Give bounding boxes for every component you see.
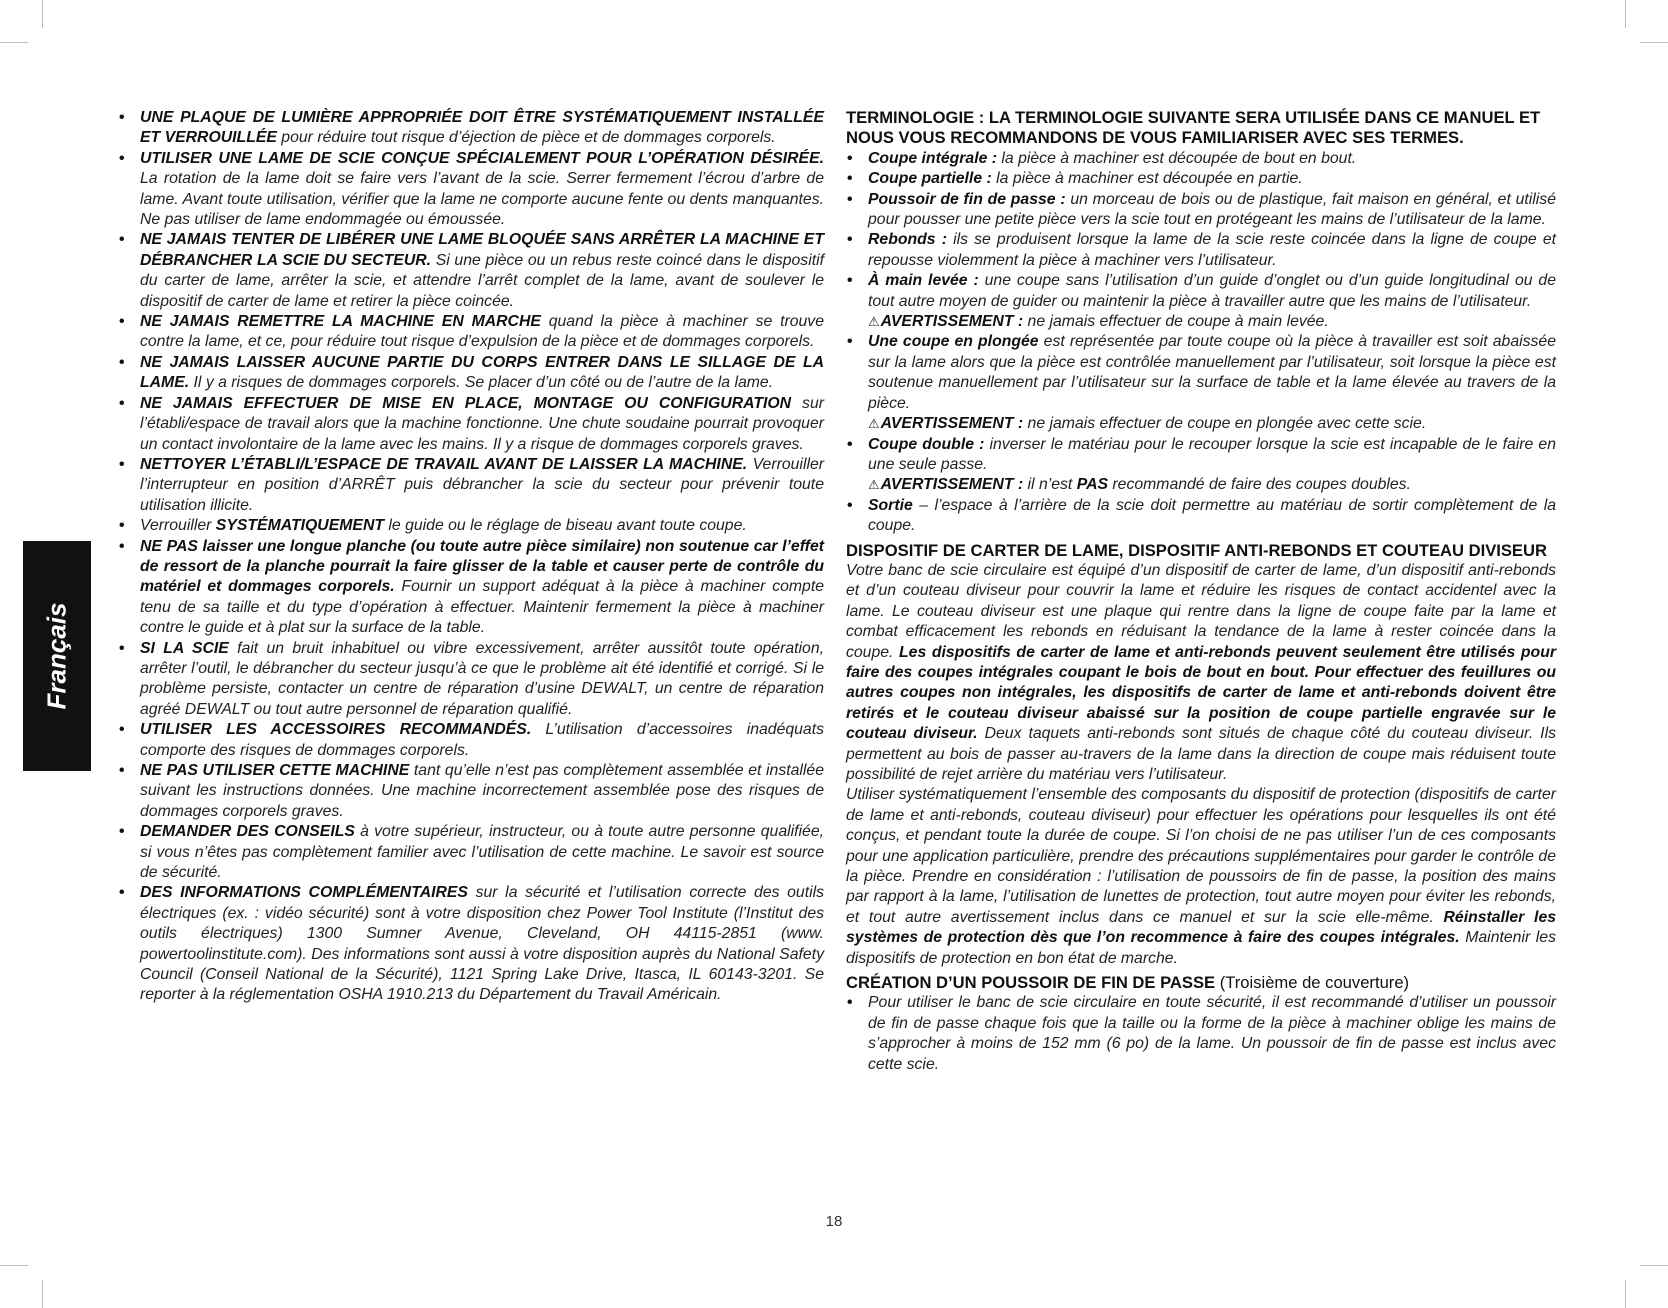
list-item: • Poussoir de fin de passe : un morceau de bois ou de plastique, fait maison en général, et utilisé pour pousser une petite pièce vers la scie tout en protégeant les mains de l’utilisateur de la lame. bbox=[846, 190, 1556, 231]
guard-paragraph-2: Utiliser systématiquement l’ensemble des composants du dispositif de protection (dispositifs de carter de lame et anti-rebonds, couteau diviseur) pour effectuer les opérations pour lesquelles ils ont été conçus, et pendant toute la durée de coupe. Si l’on choisi de ne pas utiliser l’un de ces composants pour une application particulière, prendre des précautions supplémentaires pour garder le contrôle de la pièce. Prendre en considération : l’utilisation de poussoirs de fin de passe, la position des mains par rapport à la lame, l’utilisation de lunettes de protection, tout autre moyen pour éviter les rebonds, et tout autre avertissement inclus dans ce manuel et sur la scie elle-même. Réinstaller les systèmes de protection dès que l’on recommence à faire des coupes intégrales. Maintenir les dispositifs de protection en bon état de marche. bbox=[846, 786, 1557, 967]
language-tab bbox=[23, 541, 91, 771]
warning-triangle-icon: ⚠ bbox=[868, 416, 880, 432]
list-item: • NE JAMAIS REMETTRE LA MACHINE EN MARCHE quand la pièce à machiner se trouve contre la lame, et ce, pour réduire tout risque d’expulsion de la pièce et de dommages corporels. bbox=[118, 312, 824, 353]
list-item: • Une coupe en plongée est représentée par toute coupe où la pièce à travailler est soit abaissée sur la lame alors que la pièce est contrôlée manuellement par l’utilisateur, soit lorsque la pièce est soutenue manuellement par l’utilisateur sur la surface de table et la lame élevée au travers de la pièce. ⚠AVERTISSEMENT : ne jamais effectuer de coupe en plongée avec cette scie. bbox=[846, 332, 1556, 434]
list-item: • UTILISER UNE LAME DE SCIE CONÇUE SPÉCIALEMENT POUR L’OPÉRATION DÉSIRÉE. La rotation de la lame doit se faire vers l’avant de la scie. Serrer fermement l’écrou d’arbre de lame. Avant toute utilisation, vérifier que la lame ne comporte aucune fente ou dents manquantes. Ne pas utiliser de lame endommagée ou émoussée. bbox=[118, 149, 824, 231]
list-item: • Coupe double : inverser le matériau pour le recouper lorsque la scie est incapable de le faire en une seule passe. ⚠AVERTISSEMENT : il n’est PAS recommandé de faire des coupes doubles. bbox=[846, 435, 1556, 496]
crop-mark bbox=[42, 1280, 43, 1308]
list-item: • NE JAMAIS EFFECTUER DE MISE EN PLACE, MONTAGE OU CONFIGURATION sur l’établi/espace de travail alors que la machine fonctionne. Une chute soudaine pourrait provoquer un contact involontaire de la lame avec les mains. Il y a risque de dommages corporels graves. bbox=[118, 394, 824, 455]
list-item: • Coupe intégrale : la pièce à machiner est découpée de bout en bout. bbox=[846, 149, 1556, 169]
right-column bbox=[846, 108, 1556, 1075]
crop-mark bbox=[1625, 1280, 1626, 1308]
warning-triangle-icon: ⚠ bbox=[868, 477, 880, 493]
crop-mark bbox=[1640, 1265, 1668, 1266]
language-tab-label: Français bbox=[41, 602, 72, 710]
list-item: • UTILISER LES ACCESSOIRES RECOMMANDÉS. L’utilisation d’accessoires inadéquats comporte des risques de dommages corporels. bbox=[118, 720, 824, 761]
warning-line: ⚠AVERTISSEMENT : il n’est PAS recommandé de faire des coupes doubles. bbox=[868, 476, 1411, 494]
terminology-list bbox=[846, 149, 1556, 537]
guard-heading: DISPOSITIF DE CARTER DE LAME, DISPOSITIF ANTI-REBONDS ET COUTEAU DIVISEUR bbox=[846, 540, 1547, 560]
warning-triangle-icon: ⚠ bbox=[868, 314, 880, 330]
list-item: • NE PAS UTILISER CETTE MACHINE tant qu’elle n’est pas complètement assemblée et installée suivant les instructions données. Une machine incorrectement assemblée pose des risques de dommages corporels graves. bbox=[118, 761, 824, 822]
list-item: • Coupe partielle : la pièce à machiner est découpée en partie. bbox=[846, 169, 1556, 189]
crop-mark bbox=[42, 0, 43, 28]
push-stick-list bbox=[846, 993, 1556, 1075]
list-item: • DEMANDER DES CONSEILS à votre supérieur, instructeur, ou à toute autre personne qualifiée, si vous n’êtes pas complètement familier avec l’utilisation de cette machine. Le savoir est source de sécurité. bbox=[118, 822, 824, 883]
list-item: • SI LA SCIE fait un bruit inhabituel ou vibre excessivement, arrêter aussitôt toute opération, arrêter l’outil, le débrancher du secteur jusqu’à ce que le problème ait été identifié et corrigé. Si le problème persiste, contacter un centre de réparation d’usine DEWALT, un centre de réparation agréé DEWALT ou tout autre personnel de réparation qualifié. bbox=[118, 639, 824, 721]
left-column bbox=[118, 108, 824, 1006]
crop-mark bbox=[0, 1265, 28, 1266]
crop-mark bbox=[1625, 0, 1626, 28]
guard-paragraph-1: Votre banc de scie circulaire est équipé d’un dispositif de carter de lame, d’un dispositif anti-rebonds et d’un couteau diviseur pour couvrir la lame et réduire les risques de contact accidentel avec la lame. Le couteau diviseur est une plaque qui rentre dans la ligne de coupe faite par la lame et combat efficacement les rebonds en réduisant la tendance de la lame à rester coincée dans la coupe. Les dispositifs de carter de lame et anti-rebonds peuvent seulement être utilisés pour faire des coupes intégrales coupant le bois de bout en bout. Pour effectuer des feuillures ou autres coupes non intégrales, les dispositifs de carter de lame et anti-rebonds doivent être retirés et le couteau diviseur abaissé sur la position de coupe partielle engravée sur le couteau diviseur. Deux taquets anti-rebonds sont situés de chaque côté du couteau diviseur. Ils permettent au bois de passer au-travers de la lame dans la direction de coupe mais réduisent toute possibilité de rejet arrière du matériau vers l’utilisateur. bbox=[846, 561, 1556, 783]
warning-line: ⚠AVERTISSEMENT : ne jamais effectuer de coupe à main levée. bbox=[868, 313, 1329, 331]
list-item: • Verrouiller SYSTÉMATIQUEMENT le guide ou le réglage de biseau avant toute coupe. bbox=[118, 516, 824, 536]
list-item: • Pour utiliser le banc de scie circulaire en toute sécurité, il est recommandé d’utiliser un poussoir de fin de passe chaque fois que la taille ou la forme de la pièce à machiner oblige les mains de s’approcher à moins de 152 mm (6 po) de la lame. Un poussoir de fin de passe est inclus avec cette scie. bbox=[846, 993, 1556, 1075]
list-item: • NE JAMAIS TENTER DE LIBÉRER UNE LAME BLOQUÉE SANS ARRÊTER LA MACHINE ET DÉBRANCHER LA SCIE DU SECTEUR. Si une pièce ou un rebus reste coincé dans le dispositif du carter de lame, arrêter la scie, et attendre l’arrêt complet de la lame, avant de soulever le dispositif de carter de lame et retirer la pièce coincée. bbox=[118, 230, 824, 312]
list-item: • UNE PLAQUE DE LUMIÈRE APPROPRIÉE DOIT ÊTRE SYSTÉMATIQUEMENT INSTALLÉE ET VERROUILLÉE pour réduire tout risque d’éjection de pièce et de dommages corporels. bbox=[118, 108, 824, 149]
list-item: • NE JAMAIS LAISSER AUCUNE PARTIE DU CORPS ENTRER DANS LE SILLAGE DE LA LAME. Il y a risques de dommages corporels. Se placer d’un côté ou de l’autre de la lame. bbox=[118, 353, 824, 394]
list-item: • À main levée : une coupe sans l’utilisation d’un guide d’onglet ou d’un guide longitudinal ou de tout autre moyen de guider ou maintenir la pièce à travailler autre que les mains de l’utilisateur. ⚠AVERTISSEMENT : ne jamais effectuer de coupe à main levée. bbox=[846, 271, 1556, 332]
list-item: • Rebonds : ils se produisent lorsque la lame de la scie reste coincée dans la ligne de coupe et repousse violemment la pièce à machiner vers l’utilisateur. bbox=[846, 230, 1556, 271]
page-number: 18 bbox=[825, 1213, 843, 1230]
push-stick-heading: CRÉATION D’UN POUSSOIR DE FIN DE PASSE (Troisième de couverture) bbox=[846, 973, 1410, 993]
terminology-heading: TERMINOLOGIE : LA TERMINOLOGIE SUIVANTE SERA UTILISÉE DANS CE MANUEL ET NOUS VOUS RECOMMANDONS DE VOUS FAMILIARISER AVEC SES TERMES. bbox=[846, 108, 1541, 148]
list-item: • NE PAS laisser une longue planche (ou toute autre pièce similaire) non soutenue car l’effet de ressort de la planche pourrait la faire glisser de la table et causer perte de contrôle du matériel et dommages corporels. Fournir un support adéquat à la pièce à machiner compte tenu de sa taille et du type d’opération à effectuer. Maintenir fermement la pièce à machiner contre le guide et à plat sur la surface de la table. bbox=[118, 537, 824, 639]
list-item: • DES INFORMATIONS COMPLÉMENTAIRES sur la sécurité et l’utilisation correcte des outils électriques (ex. : vidéo sécurité) sont à votre disposition chez Power Tool Institute (l’Institut des outils électriques) 1300 Sumner Avenue, Cleveland, OH 44115-2851 (www. powertoolinstitute.com). Des informations sont aussi à votre disposition auprès du National Safety Council (Conseil National de la Sécurité), 1121 Spring Lake Drive, Itasca, IL 60143-3201. Se reporter à la réglementation OSHA 1910.213 du Département du Travail Américain. bbox=[118, 883, 824, 1005]
list-item: • NETTOYER L’ÉTABLI/L’ESPACE DE TRAVAIL AVANT DE LAISSER LA MACHINE. Verrouiller l’interrupteur en position d’ARRÊT puis débrancher la scie du secteur pour prévenir toute utilisation illicite. bbox=[118, 455, 824, 516]
safety-list bbox=[118, 108, 824, 1006]
crop-mark bbox=[0, 42, 28, 43]
crop-mark bbox=[1640, 42, 1668, 43]
warning-line: ⚠AVERTISSEMENT : ne jamais effectuer de coupe en plongée avec cette scie. bbox=[868, 415, 1427, 433]
list-item: • Sortie – l’espace à l’arrière de la scie doit permettre au matériau de sortir complètement de la coupe. bbox=[846, 496, 1556, 537]
